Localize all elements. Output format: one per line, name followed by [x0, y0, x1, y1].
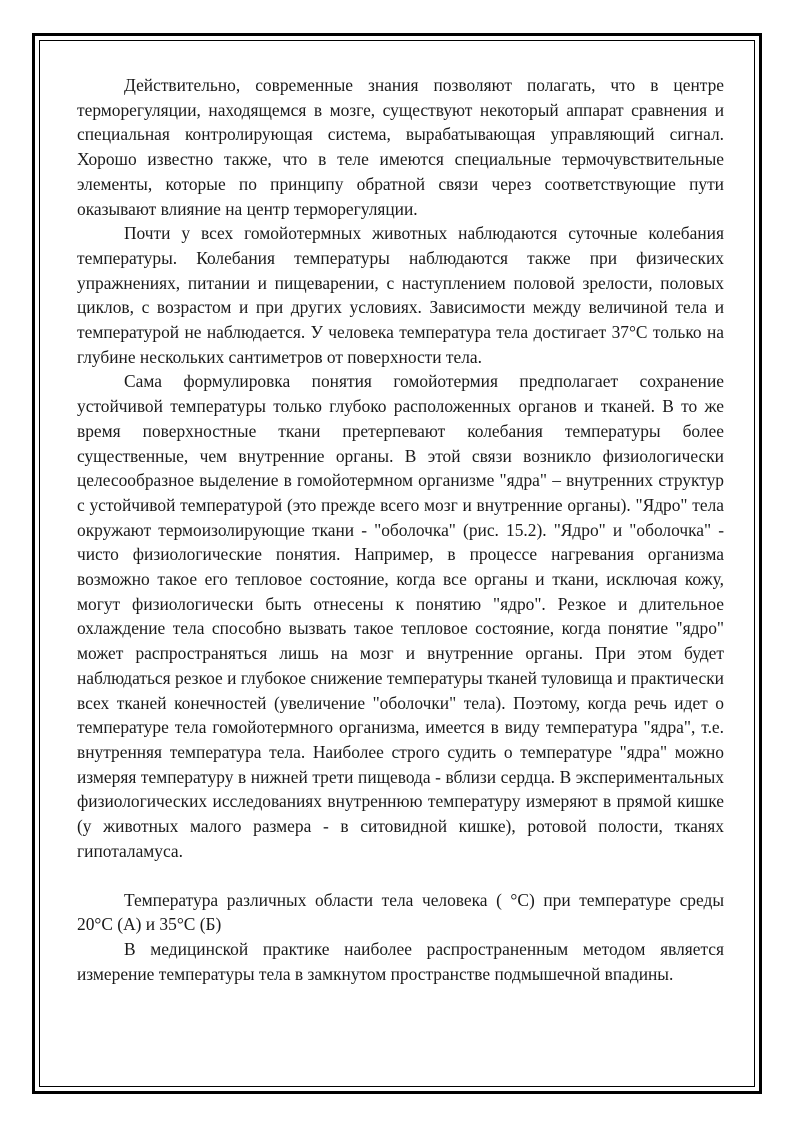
table-caption: Температура различных области тела человека ( °C) при температуре среды 20°C (А) и 35°C (Б) — [77, 889, 724, 935]
paragraph-core-and-shell: Сама формулировка понятия гомойотермия предполагает сохранение устойчивой температуры только глубоко расположенных органов и тканей. В то же время поверхностные ткани претерпевают колебания температуры более существенные, чем внутренние органы. В этой связи возникло физиологически целесообразное выделение в гомойотермном организме "ядра" – внутренних структур с устойчивой температурой (это прежде всего мозг и внутренние органы). "Ядро" тела окружают термоизолирующие ткани - "оболочка" (рис. 15.2). "Ядро" и "оболочка" - чисто физиологические понятия. Например, в процессе нагревания организма возможно такое его тепловое состояние, когда все органы и ткани, исключая кожу, могут физиологически быть отнесены к понятию "ядро". Резкое и длительное охлаждение тела способно вызвать такое тепловое состояние, когда понятие "ядро" может распространяться лишь на мозг и внутренние органы. При этом будет наблюдаться резкое и глубокое снижение температуры тканей туловища и практически всех тканей конечностей (увеличение "оболочки" тела). Поэтому, когда речь идет о температуре тела гомойотермного организма, имеется в виду температура "ядра", т.е. внутренняя температура тела. Наиболее строго судить о температуре "ядра" можно измеряя температуру в нижней трети пищевода - вблизи сердца. В экспериментальных физиологических исследованиях внутреннюю температуру измеряют в прямой кишке (у животных малого размера - в ситовидной кишке), ротовой полости, тканях гипоталамуса. — [77, 371, 724, 861]
document-body — [77, 73, 724, 986]
paragraph-thermoregulation-center: Действительно, современные знания позволяют полагать, что в центре терморегуляции, находящемся в мозге, существуют некоторый аппарат сравнения и специальная контролирующая система, вырабатывающая управляющий сигнал. Хорошо известно также, что в теле имеются специальные термочувствительные элементы, которые по принципу обратной связи через соответствующие пути оказывают влияние на центр терморегуляции. — [77, 75, 724, 219]
paragraph-daily-fluctuations: Почти у всех гомойотермных животных наблюдаются суточные колебания температуры. Колебания температуры наблюдаются также при физических упражнениях, питании и пищеварении, с наступлением половой зрелости, половых циклов, с возрастом и при других условиях. Зависимости между величиной тела и температурой не наблюдается. У человека температура тела достигает 37°C только на глубине нескольких сантиметров от поверхности тела. — [77, 223, 724, 367]
paragraph-axillary-measurement: В медицинской практике наиболее распространенным методом является измерение температуры тела в замкнутом пространстве подмышечной впадины. — [77, 938, 724, 984]
